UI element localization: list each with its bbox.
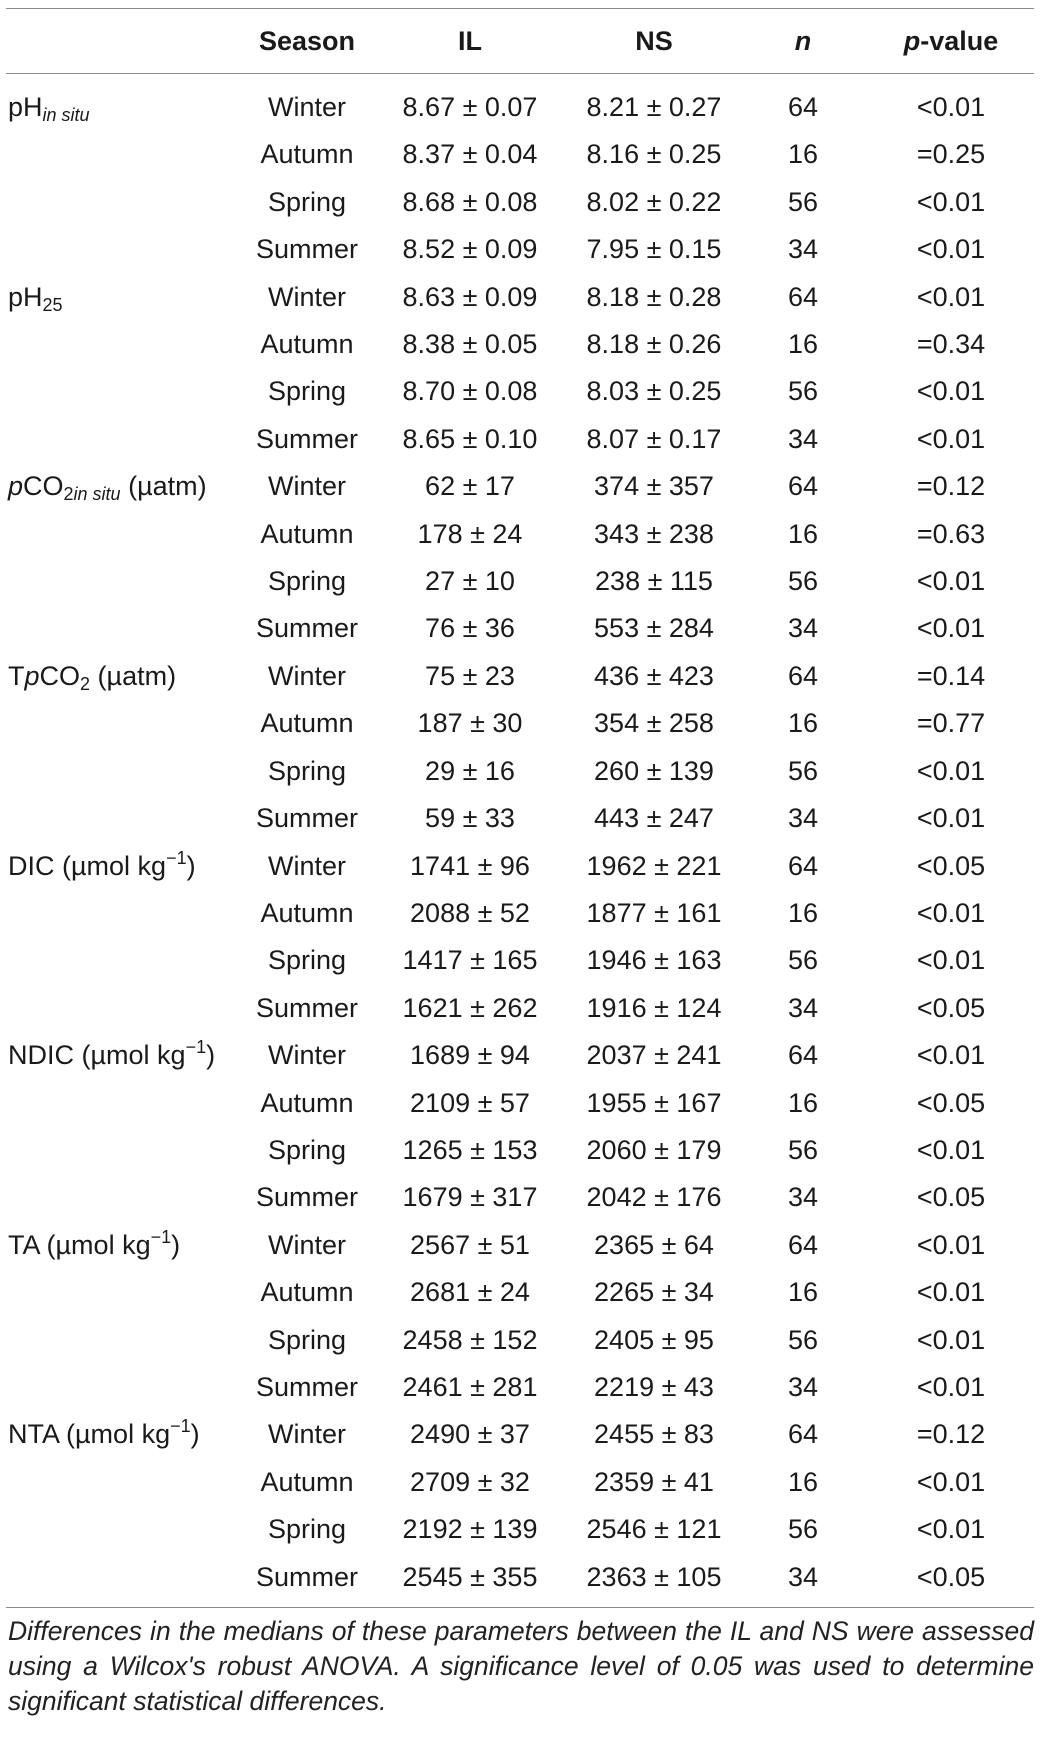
table-row bbox=[6, 226, 1034, 273]
p-value-cell: <0.05 bbox=[916, 992, 986, 1023]
parameter-cell bbox=[6, 843, 244, 890]
il-cell: 1741 ± 96 bbox=[410, 850, 530, 881]
header-p-value bbox=[868, 9, 1034, 74]
season-cell: Autumn bbox=[260, 897, 354, 928]
season-cell: Summer bbox=[255, 423, 358, 454]
ns-cell: 8.16 ± 0.25 bbox=[586, 139, 722, 170]
season-cell: Autumn bbox=[260, 1087, 354, 1118]
table-row bbox=[6, 321, 1034, 368]
n-cell: 34 bbox=[787, 1371, 819, 1402]
table-row bbox=[6, 1459, 1034, 1506]
season-cell: Spring bbox=[267, 1134, 347, 1165]
ns-cell: 2219 ± 43 bbox=[594, 1371, 714, 1402]
season-cell: Winter bbox=[267, 471, 346, 502]
table-row bbox=[6, 1222, 1034, 1269]
ns-cell: 553 ± 284 bbox=[594, 613, 714, 644]
table-row bbox=[6, 1317, 1034, 1364]
season-cell: Spring bbox=[267, 755, 347, 786]
p-value-cell: <0.01 bbox=[916, 613, 986, 644]
n-cell: 34 bbox=[787, 423, 819, 454]
n-cell: 56 bbox=[787, 1324, 819, 1355]
n-cell: 64 bbox=[787, 1419, 819, 1450]
season-cell: Summer bbox=[255, 1371, 358, 1402]
parameter-cell bbox=[6, 179, 244, 226]
il-cell: 8.37 ± 0.04 bbox=[402, 139, 538, 170]
n-cell: 64 bbox=[787, 1229, 819, 1260]
table-row bbox=[6, 558, 1034, 605]
il-cell: 1417 ± 165 bbox=[402, 945, 538, 976]
season-cell: Spring bbox=[267, 376, 347, 407]
ns-cell: 343 ± 238 bbox=[594, 518, 714, 549]
parameter-label-part: ) bbox=[206, 1040, 216, 1071]
season-cell: Summer bbox=[255, 803, 358, 834]
p-value-cell: <0.01 bbox=[916, 92, 986, 122]
ns-cell: 1946 ± 163 bbox=[586, 945, 722, 976]
parameter-label-part: p bbox=[8, 471, 24, 502]
il-cell: 8.68 ± 0.08 bbox=[402, 186, 538, 217]
il-cell: 27 ± 10 bbox=[425, 566, 515, 597]
table-row bbox=[6, 985, 1034, 1032]
header-ns: NS bbox=[635, 26, 673, 56]
parameter-cell bbox=[6, 131, 244, 178]
parameter-cell bbox=[6, 321, 244, 368]
table-row bbox=[6, 1174, 1034, 1221]
results-table bbox=[6, 9, 1034, 1607]
season-cell: Summer bbox=[255, 234, 358, 265]
n-cell: 34 bbox=[787, 1182, 819, 1213]
p-value-cell: <0.01 bbox=[916, 897, 986, 928]
n-cell: 16 bbox=[787, 518, 819, 549]
n-cell: 64 bbox=[787, 281, 819, 312]
parameter-label-part: ) bbox=[190, 1419, 200, 1450]
n-cell: 34 bbox=[787, 1561, 819, 1592]
table-row bbox=[6, 1506, 1034, 1553]
table-row bbox=[6, 890, 1034, 937]
p-value-cell: <0.05 bbox=[916, 1561, 986, 1592]
season-cell: Summer bbox=[255, 1561, 358, 1592]
il-cell: 178 ± 24 bbox=[417, 518, 523, 549]
parameter-cell bbox=[6, 937, 244, 984]
parameter-cell bbox=[6, 1364, 244, 1411]
parameter-cell bbox=[6, 1127, 244, 1174]
il-cell: 2109 ± 57 bbox=[410, 1087, 530, 1118]
season-cell: Autumn bbox=[260, 139, 354, 170]
parameter-label-part: 2 bbox=[80, 673, 91, 694]
il-cell: 1689 ± 94 bbox=[410, 1040, 530, 1071]
ns-cell: 8.02 ± 0.22 bbox=[586, 186, 722, 217]
n-cell: 56 bbox=[787, 1514, 819, 1545]
season-cell: Autumn bbox=[260, 1466, 354, 1497]
parameter-label-part: −1 bbox=[185, 1037, 207, 1058]
parameter-cell bbox=[6, 368, 244, 415]
ns-cell: 8.18 ± 0.28 bbox=[586, 281, 722, 312]
table-row bbox=[6, 605, 1034, 652]
p-value-cell: <0.01 bbox=[916, 1371, 986, 1402]
il-cell: 2545 ± 355 bbox=[402, 1561, 538, 1592]
il-cell: 59 ± 33 bbox=[425, 803, 515, 834]
header-n: n bbox=[794, 26, 812, 56]
parameter-cell bbox=[6, 1459, 244, 1506]
ns-cell: 2363 ± 105 bbox=[586, 1561, 722, 1592]
p-value-cell: <0.01 bbox=[916, 376, 986, 407]
p-value-cell: =0.12 bbox=[916, 1419, 986, 1450]
p-value-cell: <0.01 bbox=[916, 755, 986, 786]
season-cell: Winter bbox=[267, 92, 346, 122]
parameter-cell bbox=[6, 1317, 244, 1364]
ns-cell: 8.21 ± 0.27 bbox=[586, 92, 722, 122]
season-cell: Winter bbox=[267, 1040, 346, 1071]
ns-cell: 1955 ± 167 bbox=[586, 1087, 722, 1118]
table-row bbox=[6, 416, 1034, 463]
parameter-label-part: −1 bbox=[150, 1226, 172, 1247]
season-cell: Summer bbox=[255, 613, 358, 644]
table-header bbox=[6, 9, 1034, 74]
p-value-cell: <0.01 bbox=[916, 423, 986, 454]
ns-cell: 8.03 ± 0.25 bbox=[586, 376, 722, 407]
parameter-cell bbox=[6, 226, 244, 273]
ns-cell: 2037 ± 241 bbox=[586, 1040, 722, 1071]
n-cell: 56 bbox=[787, 566, 819, 597]
p-value-cell: <0.01 bbox=[916, 1324, 986, 1355]
ns-cell: 2546 ± 121 bbox=[586, 1514, 722, 1545]
n-cell: 56 bbox=[787, 755, 819, 786]
parameter-label-part: ) bbox=[186, 850, 196, 881]
parameter-label-part: T bbox=[8, 660, 25, 691]
season-cell: Summer bbox=[255, 1182, 358, 1213]
table-row bbox=[6, 795, 1034, 842]
il-cell: 2461 ± 281 bbox=[402, 1371, 538, 1402]
table-row bbox=[6, 1127, 1034, 1174]
n-cell: 34 bbox=[787, 992, 819, 1023]
parameter-label-part: 2 bbox=[63, 484, 74, 505]
n-cell: 34 bbox=[787, 234, 819, 265]
il-cell: 2458 ± 152 bbox=[402, 1324, 538, 1355]
il-cell: 29 ± 16 bbox=[425, 755, 515, 786]
season-cell: Spring bbox=[267, 945, 347, 976]
table-body bbox=[6, 74, 1034, 1608]
il-cell: 187 ± 30 bbox=[417, 708, 523, 739]
il-cell: 8.65 ± 0.10 bbox=[402, 423, 538, 454]
season-cell: Spring bbox=[267, 186, 347, 217]
table-row bbox=[6, 131, 1034, 178]
season-cell: Autumn bbox=[260, 1277, 354, 1308]
table-row bbox=[6, 463, 1034, 510]
p-value-cell: <0.01 bbox=[916, 803, 986, 834]
table-row bbox=[6, 1080, 1034, 1127]
ns-cell: 2365 ± 64 bbox=[594, 1229, 714, 1260]
parameter-label-part: NDIC (µmol kg bbox=[8, 1040, 186, 1071]
table-row bbox=[6, 274, 1034, 321]
il-cell: 2681 ± 24 bbox=[410, 1277, 530, 1308]
p-value-cell: <0.01 bbox=[916, 1134, 986, 1165]
ns-cell: 2060 ± 179 bbox=[586, 1134, 722, 1165]
header-il: IL bbox=[458, 26, 482, 56]
parameter-cell bbox=[6, 274, 244, 321]
p-value-cell: <0.01 bbox=[916, 281, 986, 312]
parameter-cell bbox=[6, 558, 244, 605]
p-value-cell: <0.05 bbox=[916, 1087, 986, 1118]
p-value-cell: <0.01 bbox=[916, 1229, 986, 1260]
parameter-cell bbox=[6, 1080, 244, 1127]
il-cell: 8.52 ± 0.09 bbox=[402, 234, 538, 265]
season-cell: Summer bbox=[255, 992, 358, 1023]
p-value-cell: <0.01 bbox=[916, 945, 986, 976]
table-row bbox=[6, 748, 1034, 795]
parameter-label-part: CO bbox=[23, 471, 64, 502]
parameter-label-part: p bbox=[24, 660, 40, 691]
il-cell: 62 ± 17 bbox=[425, 471, 515, 502]
season-cell: Winter bbox=[267, 850, 346, 881]
table-row bbox=[6, 700, 1034, 747]
table-row bbox=[6, 937, 1034, 984]
ns-cell: 260 ± 139 bbox=[594, 755, 714, 786]
table-footnote: Differences in the medians of these parameters between the IL and NS were assessed using a Wilcox's robust ANOVA. A significance level of 0.05 was used to determine significant statistical differences. bbox=[6, 1607, 1034, 1719]
season-cell: Winter bbox=[267, 281, 346, 312]
table-row bbox=[6, 1269, 1034, 1316]
n-cell: 56 bbox=[787, 1134, 819, 1165]
table-row bbox=[6, 843, 1034, 890]
p-value-cell: =0.14 bbox=[916, 660, 986, 691]
parameter-label-part: DIC (µmol kg bbox=[8, 850, 167, 881]
il-cell: 1679 ± 317 bbox=[402, 1182, 538, 1213]
il-cell: 2709 ± 32 bbox=[410, 1466, 530, 1497]
season-cell: Autumn bbox=[260, 329, 354, 360]
parameter-label-part: TA (µmol kg bbox=[8, 1229, 151, 1260]
season-cell: Winter bbox=[267, 1229, 346, 1260]
header-parameter bbox=[6, 9, 244, 74]
p-value-cell: <0.01 bbox=[916, 566, 986, 597]
table-row bbox=[6, 511, 1034, 558]
parameter-cell bbox=[6, 605, 244, 652]
parameter-cell bbox=[6, 985, 244, 1032]
ns-cell: 443 ± 247 bbox=[594, 803, 714, 834]
table-row bbox=[6, 1411, 1034, 1458]
table-row bbox=[6, 1554, 1034, 1607]
parameter-label-part: −1 bbox=[170, 1416, 191, 1437]
p-value-cell: =0.77 bbox=[916, 708, 986, 739]
parameter-label-part: 25 bbox=[42, 294, 63, 315]
parameter-cell bbox=[6, 890, 244, 937]
il-cell: 2490 ± 37 bbox=[410, 1419, 530, 1450]
header-season: Season bbox=[258, 26, 356, 56]
header-p-rest: -value bbox=[920, 26, 999, 56]
n-cell: 16 bbox=[787, 1277, 819, 1308]
parameter-cell bbox=[6, 700, 244, 747]
il-cell: 76 ± 36 bbox=[425, 613, 515, 644]
parameter-label-part: (µatm) bbox=[120, 471, 207, 502]
table-row bbox=[6, 179, 1034, 226]
parameter-cell bbox=[6, 1554, 244, 1607]
n-cell: 64 bbox=[787, 850, 819, 881]
parameter-cell bbox=[6, 1506, 244, 1553]
ns-cell: 1962 ± 221 bbox=[586, 850, 722, 881]
season-cell: Winter bbox=[267, 1419, 346, 1450]
n-cell: 16 bbox=[787, 329, 819, 360]
parameter-cell bbox=[6, 748, 244, 795]
parameter-cell bbox=[6, 1411, 244, 1458]
il-cell: 2088 ± 52 bbox=[410, 897, 530, 928]
n-cell: 56 bbox=[787, 945, 819, 976]
header-row bbox=[6, 9, 1034, 74]
parameter-label-part: −1 bbox=[166, 847, 187, 868]
il-cell: 8.70 ± 0.08 bbox=[402, 376, 538, 407]
ns-cell: 1877 ± 161 bbox=[586, 897, 722, 928]
n-cell: 34 bbox=[787, 613, 819, 644]
parameter-cell bbox=[6, 463, 244, 510]
il-cell: 2567 ± 51 bbox=[410, 1229, 530, 1260]
ns-cell: 238 ± 115 bbox=[595, 566, 713, 597]
table-row bbox=[6, 653, 1034, 700]
season-cell: Winter bbox=[267, 660, 346, 691]
n-cell: 16 bbox=[787, 1466, 819, 1497]
parameter-cell bbox=[6, 653, 244, 700]
p-value-cell: <0.01 bbox=[916, 1277, 986, 1308]
p-value-cell: <0.05 bbox=[916, 1182, 986, 1213]
n-cell: 16 bbox=[787, 139, 819, 170]
p-value-cell: =0.63 bbox=[916, 518, 986, 549]
parameter-label-part: in situ bbox=[42, 105, 90, 125]
p-value-cell: <0.05 bbox=[916, 850, 986, 881]
parameter-label-part: pH bbox=[8, 92, 43, 122]
season-cell: Spring bbox=[267, 1514, 347, 1545]
p-value-cell: =0.34 bbox=[916, 329, 986, 360]
table-row bbox=[6, 368, 1034, 415]
ns-cell: 2042 ± 176 bbox=[586, 1182, 722, 1213]
n-cell: 16 bbox=[787, 708, 819, 739]
header-p-italic: p bbox=[903, 26, 921, 56]
n-cell: 56 bbox=[787, 186, 819, 217]
parameter-label-part: CO bbox=[39, 660, 81, 691]
p-value-cell: <0.01 bbox=[916, 1514, 986, 1545]
p-value-cell: =0.12 bbox=[916, 471, 986, 502]
parameter-label-part: NTA (µmol kg bbox=[8, 1419, 171, 1450]
ns-cell: 8.18 ± 0.26 bbox=[586, 329, 722, 360]
parameter-cell bbox=[6, 1174, 244, 1221]
parameter-label-part: pH bbox=[8, 281, 43, 312]
parameter-cell bbox=[6, 795, 244, 842]
parameter-cell bbox=[6, 74, 244, 132]
p-value-cell: <0.01 bbox=[916, 234, 986, 265]
table-row bbox=[6, 1364, 1034, 1411]
n-cell: 56 bbox=[787, 376, 819, 407]
p-value-cell: <0.01 bbox=[916, 1040, 986, 1071]
ns-cell: 2405 ± 95 bbox=[594, 1324, 714, 1355]
n-cell: 64 bbox=[787, 471, 819, 502]
il-cell: 1265 ± 153 bbox=[402, 1134, 538, 1165]
n-cell: 64 bbox=[787, 92, 819, 122]
n-cell: 64 bbox=[787, 1040, 819, 1071]
il-cell: 8.67 ± 0.07 bbox=[402, 92, 538, 122]
parameter-label-part: ) bbox=[171, 1229, 181, 1260]
parameter-cell bbox=[6, 1269, 244, 1316]
table-row bbox=[6, 1032, 1034, 1079]
parameter-cell bbox=[6, 1222, 244, 1269]
ns-cell: 436 ± 423 bbox=[594, 660, 714, 691]
table-container bbox=[6, 8, 1034, 1719]
il-cell: 8.63 ± 0.09 bbox=[402, 281, 538, 312]
season-cell: Autumn bbox=[260, 708, 354, 739]
table-row bbox=[6, 74, 1034, 132]
il-cell: 75 ± 23 bbox=[425, 660, 515, 691]
parameter-label-part: (µatm) bbox=[90, 660, 177, 691]
parameter-cell bbox=[6, 1032, 244, 1079]
n-cell: 16 bbox=[787, 1087, 819, 1118]
ns-cell: 2359 ± 41 bbox=[594, 1466, 714, 1497]
ns-cell: 7.95 ± 0.15 bbox=[586, 234, 722, 265]
n-cell: 64 bbox=[787, 660, 819, 691]
parameter-cell bbox=[6, 416, 244, 463]
n-cell: 16 bbox=[787, 897, 819, 928]
parameter-label-part: in situ bbox=[73, 484, 121, 505]
season-cell: Autumn bbox=[260, 518, 354, 549]
p-value-cell: <0.01 bbox=[916, 1466, 986, 1497]
n-cell: 34 bbox=[787, 803, 819, 834]
ns-cell: 354 ± 258 bbox=[594, 708, 714, 739]
ns-cell: 8.07 ± 0.17 bbox=[586, 423, 722, 454]
ns-cell: 2455 ± 83 bbox=[594, 1419, 714, 1450]
ns-cell: 2265 ± 34 bbox=[594, 1277, 714, 1308]
parameter-cell bbox=[6, 511, 244, 558]
p-value-cell: =0.25 bbox=[916, 139, 986, 170]
ns-cell: 1916 ± 124 bbox=[586, 992, 722, 1023]
p-value-cell: <0.01 bbox=[916, 186, 986, 217]
il-cell: 1621 ± 262 bbox=[402, 992, 538, 1023]
season-cell: Spring bbox=[267, 1324, 347, 1355]
ns-cell: 374 ± 357 bbox=[594, 471, 714, 502]
il-cell: 2192 ± 139 bbox=[402, 1514, 538, 1545]
il-cell: 8.38 ± 0.05 bbox=[402, 329, 538, 360]
season-cell: Spring bbox=[267, 566, 347, 597]
